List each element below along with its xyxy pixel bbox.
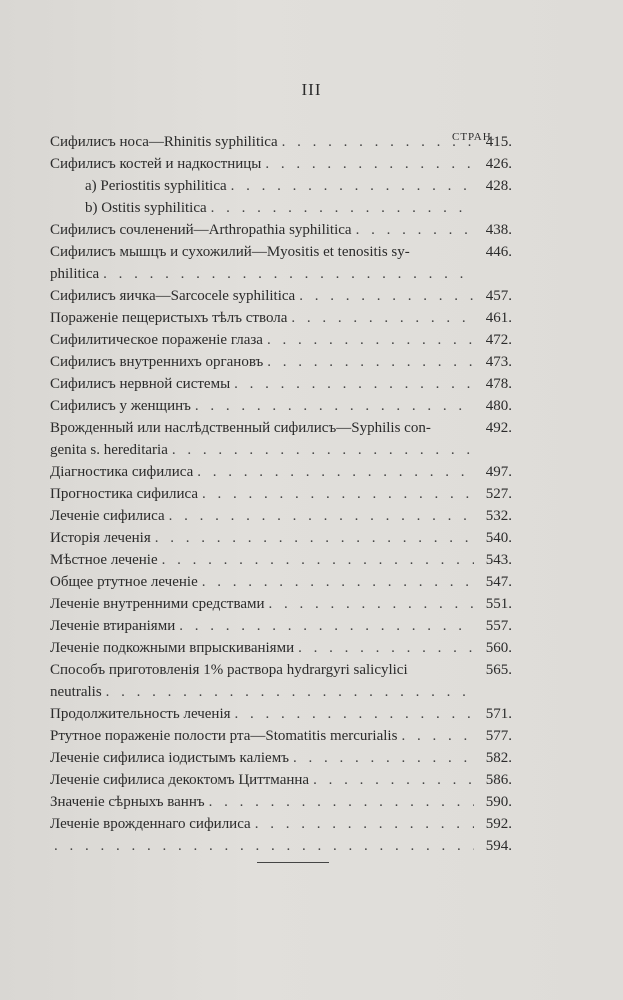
leader-dots (282, 134, 474, 151)
toc-entry (50, 288, 512, 310)
toc-entry-label: Сифилисъ костей и надкостницы (50, 156, 262, 172)
leader-dots (267, 354, 474, 371)
toc-entry-label: Сифилисъ носа—Rhinitis syphilitica (50, 134, 278, 150)
toc-entry (50, 552, 512, 574)
toc-entry-label: Сифилисъ внутреннихъ органовъ (50, 354, 264, 370)
toc-entry (50, 310, 512, 332)
toc-entry-page: 426. (485, 156, 512, 172)
toc-entry (50, 684, 512, 706)
toc-entry-label: philitica (50, 266, 100, 282)
leader-dots (293, 750, 474, 767)
toc-entry-label: Леченiе сифилиса (50, 508, 165, 524)
toc-entry (50, 134, 512, 156)
toc-entry (50, 574, 512, 596)
toc-entry (50, 332, 512, 354)
toc-entry-label: Леченiе внутренними средствами (50, 596, 265, 612)
leader-dots (195, 398, 474, 415)
leader-dots (299, 288, 474, 305)
leader-dots (235, 706, 474, 723)
toc-entry-page: 547. (485, 574, 512, 590)
leader-dots (291, 310, 474, 327)
toc-entry-label: a) Periostitis syphilitica (85, 178, 227, 194)
toc-entry (50, 750, 512, 772)
toc-entry-page: 457. (485, 288, 512, 304)
toc-entry-page: 543. (485, 552, 512, 568)
toc-entry-label: Сифилисъ нервной системы (50, 376, 231, 392)
end-rule-divider (257, 862, 329, 863)
toc-entry (50, 596, 512, 618)
toc-entry-label: Леченiе сифилиса iодистымъ калiемъ (50, 750, 289, 766)
toc-entry (50, 420, 512, 442)
toc-entry (50, 398, 512, 420)
toc-entry-label: Прогностика сифилиса (50, 486, 199, 502)
toc-entry-label: Способъ приготовленiя 1% раствора hydrargyri salicylici (50, 662, 408, 678)
toc-entry-label: Исторiя леченiя (50, 530, 151, 546)
leader-dots (313, 772, 474, 789)
toc-entry-label: neutralis (50, 684, 102, 700)
leader-dots (209, 794, 474, 811)
toc-entry-label: Леченiе втиранiями (50, 618, 176, 634)
toc-entry-label: Сифилисъ сочленений—Arthropathia syphilitica (50, 222, 352, 238)
toc-entry (50, 772, 512, 794)
toc-entry-label: Общее ртутное леченiе (50, 574, 198, 590)
toc-entry (50, 530, 512, 552)
toc-entry-label: Значенiе сѣрныхъ ваннъ (50, 794, 205, 810)
toc-entry-page: 565. (485, 662, 512, 678)
toc-entry (50, 706, 512, 728)
table-of-contents (50, 134, 512, 860)
toc-entry (50, 442, 512, 464)
toc-entry (50, 266, 512, 288)
toc-entry-page: 571. (485, 706, 512, 722)
toc-entry (50, 244, 512, 266)
leader-dots (298, 640, 474, 657)
toc-entry (50, 464, 512, 486)
leader-dots (106, 684, 474, 701)
toc-entry-label: Леченiе подкожными впрыскиванiями (50, 640, 295, 656)
toc-entry-page: 532. (485, 508, 512, 524)
toc-entry-label: genita s. hereditaria (50, 442, 168, 458)
toc-entry-label: Ртутное пораженiе полости рта—Stomatitis mercurialis (50, 728, 398, 744)
toc-entry-label: Сифилисъ мышцъ и сухожилий—Myositis et tenositis sy- (50, 244, 410, 260)
toc-entry (50, 508, 512, 530)
leader-dots (255, 816, 474, 833)
toc-entry (50, 156, 512, 178)
page-number: III (301, 80, 322, 99)
toc-entry-page: 551. (485, 596, 512, 612)
toc-entry-page: 478. (485, 376, 512, 392)
toc-entry-page: 461. (485, 310, 512, 326)
toc-entry (50, 200, 512, 222)
toc-entry-page: 438. (485, 222, 512, 238)
toc-entry-page: 527. (485, 486, 512, 502)
toc-entry-page: 415. (485, 134, 512, 150)
toc-entry (50, 486, 512, 508)
toc-entry-label: Врожденный или наслѣдственный сифилисъ—Syphilis con- (50, 420, 431, 436)
toc-entry-page: 480. (485, 398, 512, 414)
leader-dots (155, 530, 474, 547)
leader-dots (269, 596, 474, 613)
leader-dots (356, 222, 474, 239)
leader-dots (197, 464, 474, 481)
toc-entry-page: 577. (485, 728, 512, 744)
toc-entry-page: 557. (485, 618, 512, 634)
leader-dots (211, 200, 474, 217)
toc-entry-label: Мѣстное леченiе (50, 552, 158, 568)
toc-entry-label: Сифилисъ у женщинъ (50, 398, 191, 414)
leader-dots (202, 486, 474, 503)
toc-entry-page: 582. (485, 750, 512, 766)
leader-dots (179, 618, 474, 635)
toc-entry-label: Дiагностика сифилиса (50, 464, 194, 480)
toc-entry-page: 560. (485, 640, 512, 656)
toc-entry (50, 816, 512, 838)
toc-entry-page: 540. (485, 530, 512, 546)
toc-entry-label: Леченiе сифилиса декоктомъ Циттманна (50, 772, 310, 788)
leader-dots (172, 442, 474, 459)
toc-entry-page: 473. (485, 354, 512, 370)
toc-entry (50, 728, 512, 750)
toc-entry (50, 354, 512, 376)
leader-dots (231, 178, 474, 195)
toc-entry-page: 428. (485, 178, 512, 194)
toc-entry-label: Продолжительность леченiя (50, 706, 231, 722)
toc-entry-page: 592. (485, 816, 512, 832)
toc-entry-page: 594. (485, 838, 512, 854)
leader-dots (267, 332, 474, 349)
leader-dots (234, 376, 474, 393)
toc-entry (50, 662, 512, 684)
toc-entry (50, 618, 512, 640)
toc-entry-page: 590. (485, 794, 512, 810)
toc-entry-label: Сифилисъ яичка—Sarcocele syphilitica (50, 288, 296, 304)
leader-dots (169, 508, 474, 525)
toc-entry (50, 376, 512, 398)
toc-entry-page: 586. (485, 772, 512, 788)
toc-entry (50, 838, 512, 860)
leader-dots (202, 574, 474, 591)
toc-entry (50, 178, 512, 200)
toc-entry-page: 472. (485, 332, 512, 348)
toc-entry-page: 497. (485, 464, 512, 480)
toc-entry-page: 492. (485, 420, 512, 436)
toc-entry-label: b) Ostitis syphilitica (85, 200, 207, 216)
toc-entry (50, 222, 512, 244)
toc-entry-label: Леченiе врожденнаго сифилиса (50, 816, 251, 832)
toc-entry (50, 794, 512, 816)
toc-entry-page: 446. (485, 244, 512, 260)
page-column-header: СТРАН. (452, 131, 496, 143)
leader-dots (162, 552, 474, 569)
toc-entry-label: Пораженiе пещеристыхъ тѣлъ ствола (50, 310, 288, 326)
toc-entry-label: Сифилитическое пораженiе глаза (50, 332, 263, 348)
toc-entry (50, 640, 512, 662)
leader-dots (103, 266, 474, 283)
leader-dots (265, 156, 474, 173)
leader-dots (401, 728, 474, 745)
leader-dots (54, 838, 474, 855)
